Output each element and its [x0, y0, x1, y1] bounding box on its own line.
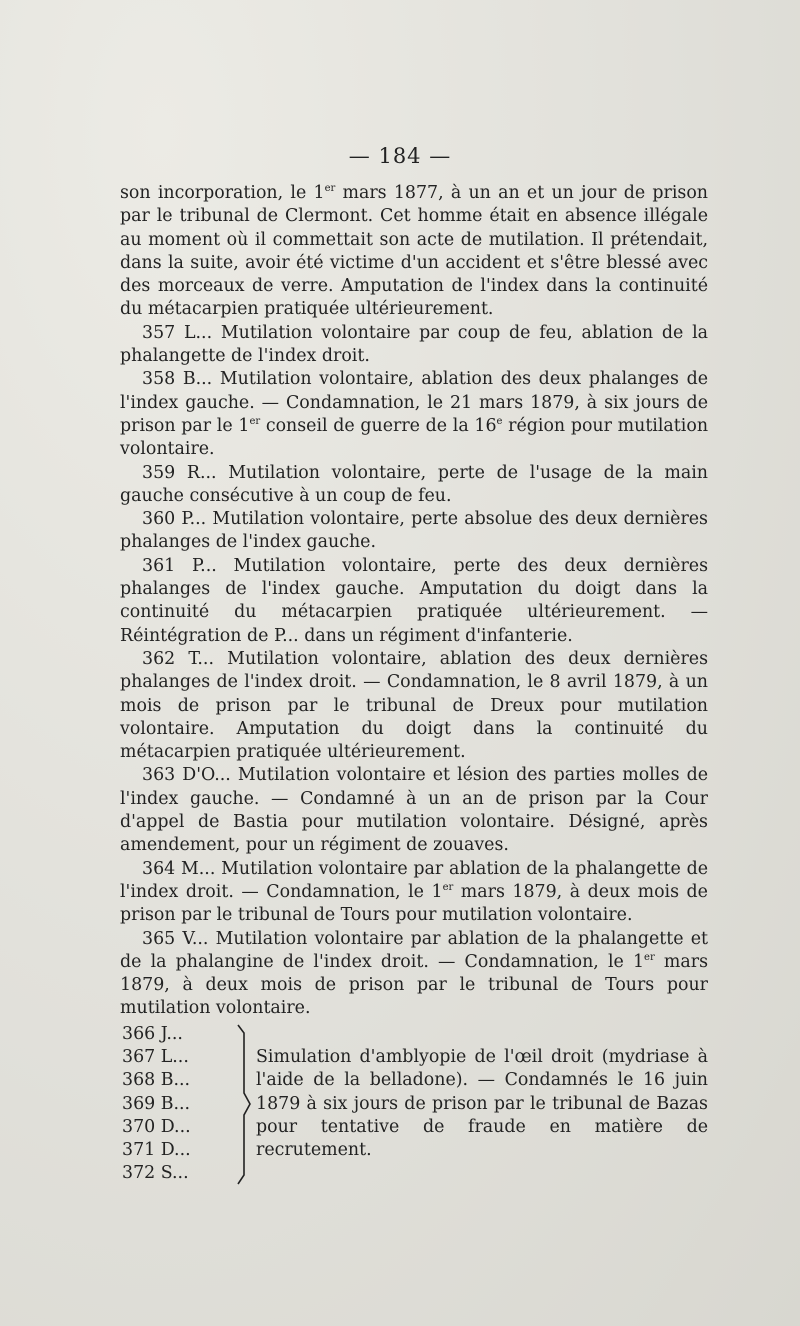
- text-run: 360 P... Mutilation volontaire, perte absolue des deux dernières phalanges de l'index gauche.: [120, 509, 708, 553]
- text-run: conseil de guerre de la 16: [260, 415, 497, 436]
- group-name: 369 B...: [122, 1093, 191, 1114]
- text-run: mars 1877, à un an et un jour de prison par le tribunal de Clermont. Cet homme était en absence illégale au moment où il commettait son acte de mutilation. Il prétendait, dans la suite, avoir été victime d'un accident et s'être blessé avec des morceaux de verre. Amputation de l'index dans la continuité du métacarpien pratiquée ultérieurement.: [120, 183, 708, 320]
- paragraph-p363: [120, 764, 708, 857]
- group-name: 366 J...: [122, 1023, 183, 1044]
- text-run: 364 M... Mutilation volontaire par ablation de la phalangette de l'index droit. — Condamnation, le 1: [120, 858, 708, 902]
- paragraph-p361: [120, 555, 708, 648]
- text-run: région pour mutilation volontaire.: [120, 415, 709, 460]
- group-name-list: [120, 1023, 234, 1186]
- paragraph-list: [120, 182, 708, 1021]
- group-name: 370 D...: [122, 1116, 191, 1137]
- text-run: mars 1879, à deux mois de prison par le tribunal de Tours pour mutilation volontaire.: [120, 951, 708, 1019]
- paragraph-p364: [120, 858, 708, 928]
- superscript: er: [644, 951, 655, 963]
- group-name: 367 L...: [122, 1046, 189, 1067]
- paragraph-p362: [120, 648, 708, 764]
- group-name: 368 B...: [122, 1070, 191, 1091]
- text-run: 365 V... Mutilation volontaire par ablation de la phalangette et de la phalangine de l'index droit. — Condamnation, le 1: [120, 928, 708, 972]
- grouped-entries: [120, 1023, 708, 1186]
- group-name: 372 S...: [122, 1163, 189, 1184]
- text-body: [120, 182, 708, 1186]
- paragraph-p359: [120, 462, 708, 509]
- text-run: 357 L... Mutilation volontaire par coup de feu, ablation de la phalangette de l'index droit.: [120, 322, 708, 367]
- superscript: er: [249, 415, 261, 427]
- text-run: 363 D'O... Mutilation volontaire et lésion des parties molles de l'index gauche. — Condamné à un an de prison par la Cour d'appel de Bastia pour mutilation volontaire. Désigné, après amendement, pour un régiment de zouaves.: [120, 765, 708, 856]
- page-number: — 184 —: [348, 144, 452, 168]
- text-run: mars 1879, à deux mois de prison par le tribunal de Tours pour mutilation volontaire.: [120, 881, 708, 926]
- paragraph-p358: [120, 368, 708, 461]
- text-run: 359 R... Mutilation volontaire, perte de l'usage de la main gauche consécutive à un coup de feu.: [120, 462, 708, 506]
- paragraph-p360: [120, 508, 708, 555]
- text-run: 358 B... Mutilation volontaire, ablation des deux phalanges de l'index gauche. — Condamnation, le 21 mars 1879, à six jours de prison par le 1: [120, 369, 708, 436]
- group-description: Simulation d'amblyopie de l'œil droit (mydriase à l'aide de la belladone). — Condamnés le 16 juin 1879 à six jours de prison par le tribunal de Bazas pour tentative de fraude en matière de recrutement.: [256, 1046, 708, 1161]
- brace-icon: [234, 1023, 256, 1186]
- text-run: son incorporation, le 1: [120, 183, 325, 203]
- paragraph-p357: [120, 322, 708, 369]
- paragraph-p0: [120, 182, 708, 322]
- group-name: 371 D...: [122, 1140, 191, 1161]
- superscript: er: [442, 881, 454, 893]
- text-run: 362 T... Mutilation volontaire, ablation des deux dernières phalanges de l'index droit. — Condamnation, le 8 avril 1879, à un mois de prison par le tribunal de Dreux pour mutilation volontaire. Amputation du doigt dans la continuité du métacarpien pratiquée ultérieurement.: [120, 648, 708, 763]
- superscript: e: [496, 415, 503, 427]
- superscript: er: [324, 183, 336, 194]
- text-run: 361 P... Mutilation volontaire, perte des deux dernières phalanges de l'index gauche. Amputation du doigt dans la continuité du métacarpien pratiquée ultérieurement. — Réintégration de P... dans un régiment d'infanterie.: [120, 555, 708, 646]
- paragraph-p365: [120, 928, 708, 1021]
